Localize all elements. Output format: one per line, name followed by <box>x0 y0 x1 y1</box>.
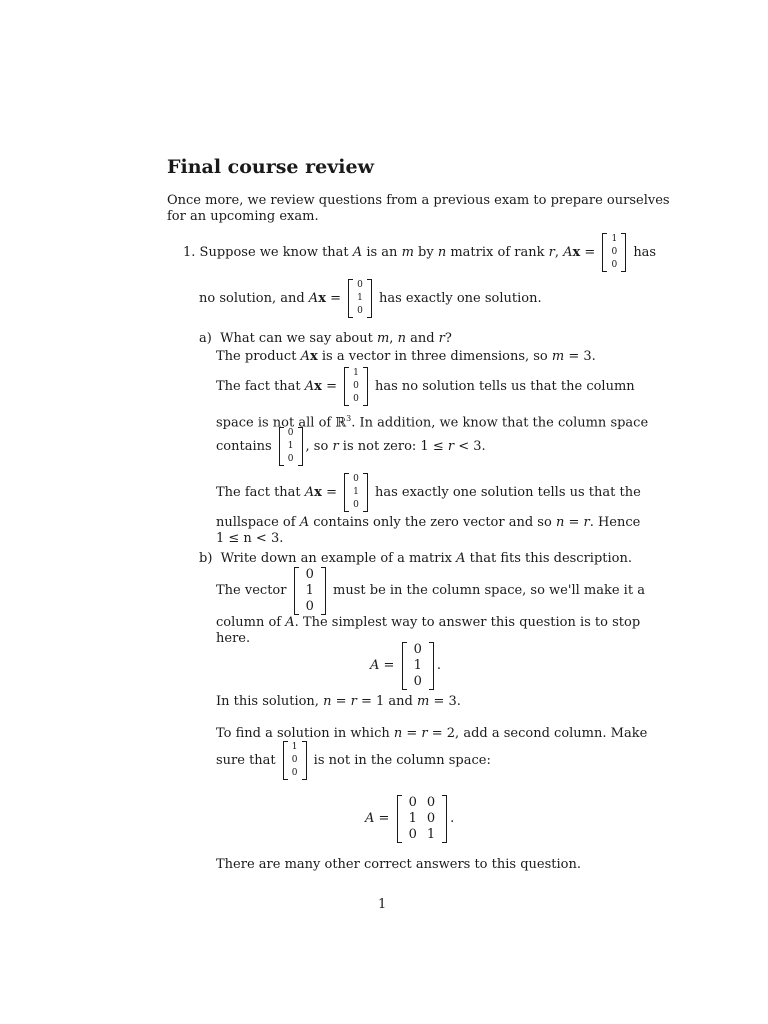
solution-matrix-2: A = 0 0 1 0 0 1 . <box>365 794 455 842</box>
vector-e2: 0 1 0 <box>348 279 372 318</box>
part-a-nullspace: nullspace of A contains only the zero vector and so n = r. Hence <box>216 515 641 530</box>
intro-line-2: for an upcoming exam. <box>167 209 319 224</box>
part-b-here: here. <box>216 631 251 646</box>
part-a-fact-2: The fact that Ax = 0 1 0 has exactly one solution tells us that the <box>216 474 641 510</box>
part-a-fact-1: The fact that Ax = 1 0 0 has no solution tells us that the column <box>216 368 635 404</box>
intro-line-1: Once more, we review questions from a previous exam to prepare ourselves <box>167 193 670 208</box>
solution-matrix-1: A = 0 1 0 . <box>370 641 441 689</box>
closing-text: There are many other correct answers to this question. <box>216 857 581 872</box>
problem-1-statement: 1. Suppose we know that A is an m by n matrix of rank r, Ax = 1 0 0 has <box>183 234 657 270</box>
problem-1-statement-2: no solution, and Ax = 0 1 0 has exactly one solution. <box>199 280 542 316</box>
page-number: 1 <box>378 897 387 912</box>
vector-e1: 1 0 0 <box>344 367 368 406</box>
vector-e1: 1 0 0 <box>283 741 307 780</box>
matrix-a-1: 0 1 0 <box>402 642 434 690</box>
second-solution-intro: To find a solution in which n = r = 2, add a second column. Make <box>216 726 648 741</box>
solution-1-text: In this solution, n = r = 1 and m = 3. <box>216 694 461 709</box>
vector-e2: 0 1 0 <box>344 473 368 512</box>
sure-that-line: sure that 1 0 0 is not in the column space: <box>216 742 491 778</box>
part-b-question: b) Write down an example of a matrix A that fits this description. <box>199 551 632 566</box>
matrix-a-2: 0 0 1 0 0 1 <box>397 795 448 843</box>
vector-e2-large: 0 1 0 <box>294 567 326 615</box>
part-b-vector: The vector 0 1 0 must be in the column space, so we'll make it a <box>216 566 645 614</box>
vector-e2: 0 1 0 <box>279 427 303 466</box>
part-a-answer-1: The product Ax is a vector in three dimensions, so m = 3. <box>216 349 596 364</box>
vector-e1: 1 0 0 <box>602 233 626 272</box>
part-a-question: a) What can we say about m, n and r? <box>199 331 452 346</box>
part-a-last-line: 1 ≤ n < 3. <box>216 531 284 546</box>
part-a-space-line: space is not all of ℝ$^3$. In addition, we know that the column space <box>216 414 649 431</box>
problem-number: 1. <box>183 245 196 260</box>
part-b-column-line: column of A. The simplest way to answer this question is to stop <box>216 615 641 630</box>
part-a-contains: contains 0 1 0 , so r is not zero: 1 ≤ r < 3. <box>216 428 486 464</box>
page-title: Final course review <box>167 156 374 178</box>
